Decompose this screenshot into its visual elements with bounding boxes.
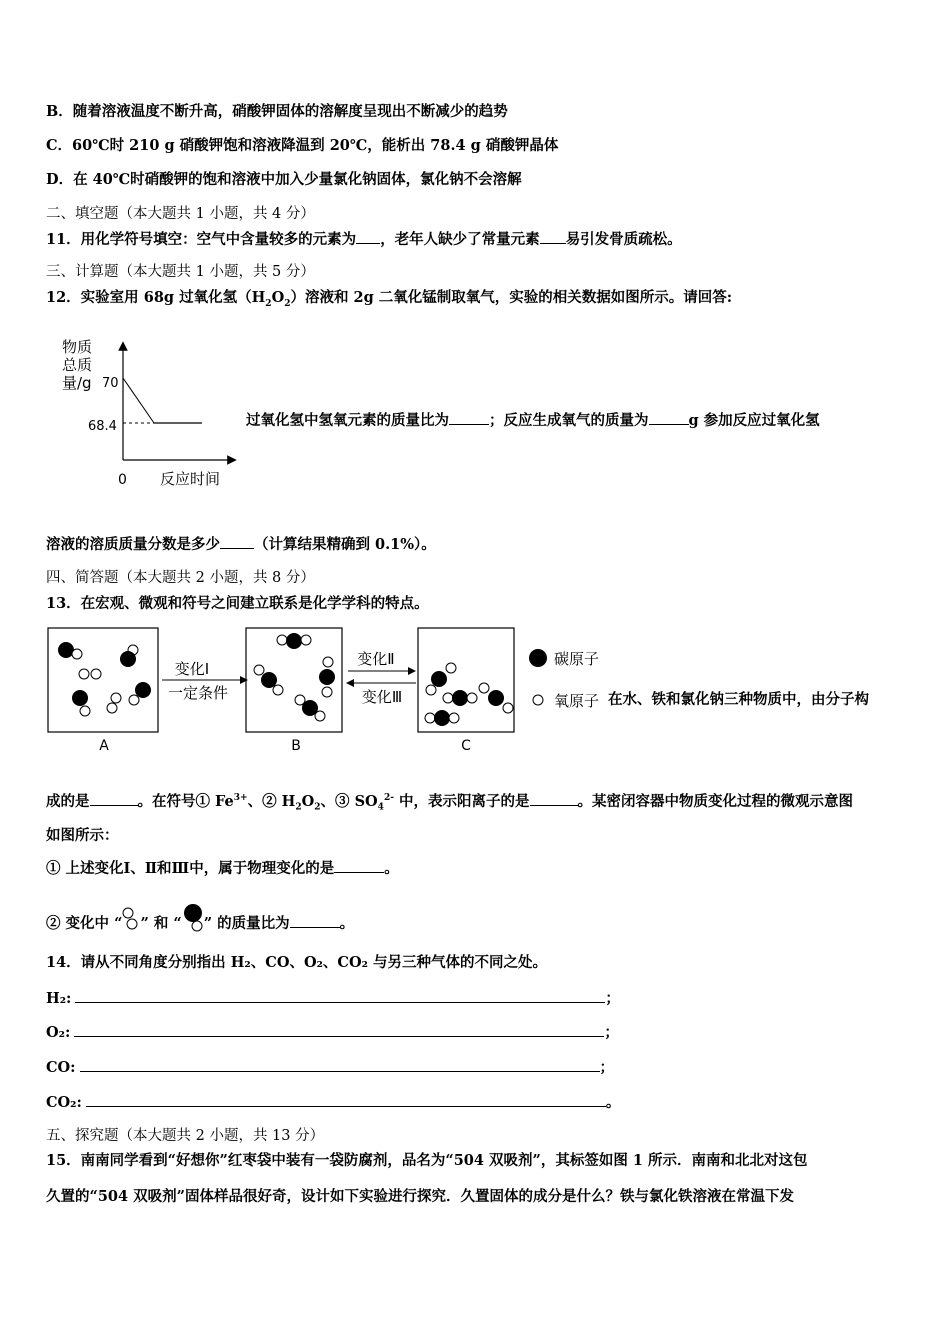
q14-end-co2: 。 xyxy=(605,1094,621,1111)
q13-l2-c: 、② H xyxy=(247,792,296,810)
q12-blank-2[interactable] xyxy=(649,410,689,425)
q13-so-sup: 2- xyxy=(383,793,394,803)
q15-line-2: 久置的“504 双吸剂”固体样品很好奇，设计如下实验进行探究．久置固体的成分是什么？铁与氯化铁溶液在常温下发 xyxy=(46,1188,794,1205)
q13-l2-b: 。在符号① Fe xyxy=(137,792,234,810)
q13-sub2-c: ” 的质量比为 xyxy=(203,915,290,932)
arrow2-bottom: 变化Ⅲ xyxy=(361,688,403,706)
q13-o-sub: 2 xyxy=(314,802,321,813)
q13-line-2 xyxy=(46,788,853,818)
q12-side-a: 过氧化氢中氢氧元素的质量比为 xyxy=(246,412,449,429)
q13-blank-3[interactable] xyxy=(334,858,384,873)
q14-intro: 14．请从不同角度分别指出 H₂、CO、O₂、CO₂ 与另三种气体的不同之处。 xyxy=(46,954,547,971)
q14-row-o2 xyxy=(46,1022,619,1043)
q10-option-c: C．60℃时 210 g 硝酸钾饱和溶液降温到 20℃，能析出 78.4 g 硝酸钾晶体 xyxy=(46,137,559,154)
y-tick-68-4: 68.4 xyxy=(88,419,117,434)
q12-side-b: ；反应生成氧气的质量为 xyxy=(489,412,649,429)
q11-text-c: 易引发骨质疏松。 xyxy=(565,231,682,248)
q13-l2-g: 。某密闭容器中物质变化过程的微观示意图 xyxy=(577,792,853,810)
section-2-title: 二、填空题（本大题共 1 小题，共 4 分） xyxy=(46,206,315,222)
q12-text-a: 12．实验室用 68g 过氧化氢（H xyxy=(46,289,266,306)
q13-l2-f: 中，表示阳离子的是 xyxy=(393,792,530,810)
q13-blank-2[interactable] xyxy=(530,791,578,806)
box-c-label: C xyxy=(461,738,471,754)
q11-text-b: ，老年人缺少了常量元素 xyxy=(380,231,540,248)
oxygen-molecule-icon xyxy=(122,906,140,932)
q12-blank-1[interactable] xyxy=(449,410,489,425)
y-tick-70: 70 xyxy=(102,376,119,391)
arrow1-top: 变化Ⅰ xyxy=(174,660,210,678)
q13-l2-d: O xyxy=(301,792,315,810)
q13-intro: 13．在宏观、微观和符号之间建立联系是化学学科的特点。 xyxy=(46,595,429,612)
legend-oxygen: 氧原子 xyxy=(554,692,600,710)
carbon-atom-icon xyxy=(529,649,547,667)
q14-label-co: CO: xyxy=(46,1059,76,1076)
q13-l2-e: 、③ SO xyxy=(320,792,378,810)
y-label-3: 量/g xyxy=(62,374,92,392)
q13-sub-2 xyxy=(46,904,354,934)
q10-option-d: D．在 40℃时硝酸钾的饱和溶液中加入少量氯化钠固体，氯化钠不会溶解 xyxy=(46,171,522,188)
q13-sub1-b: 。 xyxy=(384,860,399,877)
arrow1-bottom: 一定条件 xyxy=(167,684,229,702)
q13-so-sub: 4 xyxy=(377,802,384,813)
q14-row-co2 xyxy=(46,1092,620,1113)
q12-side-text xyxy=(246,410,820,431)
q12-side-c: g 参加反应过氧化氢 xyxy=(688,412,820,429)
q14-row-h2 xyxy=(46,988,620,1009)
q13-sub1-a: ① 上述变化Ⅰ、Ⅱ和Ⅲ中，属于物理变化的是 xyxy=(46,860,335,877)
q10-option-b: B．随着溶液温度不断升高，硝酸钾固体的溶解度呈现出不断减少的趋势 xyxy=(46,103,508,120)
q14-blank-h2[interactable] xyxy=(75,988,605,1003)
q13-molecule-diagram xyxy=(44,622,624,762)
q13-h-sub: 2 xyxy=(295,802,302,813)
series-decline xyxy=(123,378,154,423)
q11-blank-2[interactable] xyxy=(540,229,566,244)
section-3-title: 三、计算题（本大题共 1 小题，共 5 分） xyxy=(46,264,315,280)
q13-sub-1 xyxy=(46,858,399,879)
q14-row-co xyxy=(46,1057,614,1078)
q11-blank-1[interactable] xyxy=(356,229,380,244)
q14-label-o2: O₂: xyxy=(46,1024,71,1041)
q14-blank-co2[interactable] xyxy=(86,1092,606,1107)
q14-end-h2: ； xyxy=(605,990,620,1007)
y-label-1: 物质 xyxy=(62,338,93,356)
q12-sub-2: 2 xyxy=(284,298,291,309)
q15-line-1: 15．南南同学看到“好想你”红枣袋中装有一袋防腐剂，品名为“504 双吸剂”，其标签如图 1 所示．南南和北北对这包 xyxy=(46,1152,808,1169)
q13-blank-1[interactable] xyxy=(90,791,138,806)
q12-mass-time-chart xyxy=(50,330,250,495)
carbon-oxygen-molecule-icon xyxy=(182,904,204,932)
q13-sub2-d: 。 xyxy=(339,915,355,932)
q13-sub2-b: ” 和 “ xyxy=(140,915,182,932)
q11-text-a: 11．用化学符号填空：空气中含量较多的元素为 xyxy=(46,231,357,248)
q12-cont-b: （计算结果精确到 0.1%）。 xyxy=(254,536,436,553)
q12-text-o: O xyxy=(271,289,285,306)
x-axis-label: 反应时间 xyxy=(160,470,221,488)
q13-l2-a: 成的是 xyxy=(46,792,90,810)
legend-carbon: 碳原子 xyxy=(554,650,600,668)
q12-continued xyxy=(46,534,436,555)
q14-end-co: ； xyxy=(599,1059,615,1076)
q11 xyxy=(46,229,682,250)
q14-end-o2: ； xyxy=(604,1024,619,1041)
y-label-2: 总质 xyxy=(62,356,93,374)
q12-text-b: ）溶液和 2g 二氧化锰制取氧气，实验的相关数据如图所示。请回答: xyxy=(290,289,733,306)
box-a-label: A xyxy=(99,738,109,754)
section-4-title: 四、简答题（本大题共 2 小题，共 8 分） xyxy=(46,570,315,586)
q13-side-text: 在水、铁和氯化钠三种物质中，由分子构 xyxy=(608,691,869,708)
q14-label-co2: CO₂: xyxy=(46,1094,82,1111)
q13-blank-4[interactable] xyxy=(290,913,340,928)
q13-line-3: 如图所示： xyxy=(46,827,119,844)
q14-blank-o2[interactable] xyxy=(74,1022,604,1037)
q12-sub-1: 2 xyxy=(265,298,272,309)
section-5-title: 五、探究题（本大题共 2 小题，共 13 分） xyxy=(46,1128,325,1144)
box-b-label: B xyxy=(291,738,301,754)
q12-intro xyxy=(46,288,732,314)
origin-label: 0 xyxy=(118,472,127,488)
q12-cont-a: 溶液的溶质质量分数是多少 xyxy=(46,536,220,553)
oxygen-atom-icon xyxy=(533,695,543,705)
q13-sub2-a: ② 变化中 “ xyxy=(46,915,123,932)
arrow2-top: 变化Ⅱ xyxy=(357,650,395,668)
q12-blank-3[interactable] xyxy=(220,534,254,549)
q14-label-h2: H₂: xyxy=(46,990,72,1007)
q13-fe-sup: 3+ xyxy=(233,793,248,803)
q14-blank-co[interactable] xyxy=(80,1057,600,1072)
